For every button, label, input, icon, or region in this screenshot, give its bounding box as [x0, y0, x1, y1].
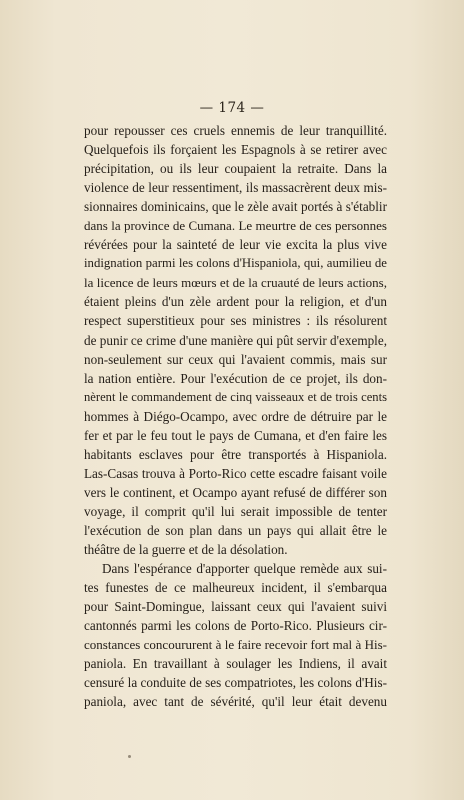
text-line: sionnaires dominicains, que le zèle avait portés à s'établir	[84, 199, 387, 215]
text-line: indignation parmi les colons d'Hispaniola, qui, aumilieu de	[84, 256, 387, 271]
text-line: voyage, il comprit qu'il lui serait impossible de tenter	[84, 503, 387, 519]
text-line: cantonnés parmi les colons de Porto-Rico. Plusieurs cir-	[84, 618, 387, 634]
text-line: théâtre de la guerre et de la désolation.	[84, 542, 288, 558]
text-line: Dans l'espérance d'apporter quelque remède aux sui-	[102, 561, 387, 577]
text-line: paniola, avec tant de sévérité, qu'il leur était devenu	[84, 694, 387, 710]
text-line: Las-Casas trouva à Porto-Rico cette escadre faisant voile	[84, 465, 387, 481]
paragraph-1	[84, 121, 387, 559]
text-line: hommes à Diégo-Ocampo, avec ordre de détruire par le	[84, 408, 387, 424]
text-line: Quelquefois ils forçaient les Espagnols à se retirer avec	[84, 142, 387, 158]
text-line: paniola. En travaillant à soulager les Indiens, il avait	[84, 656, 387, 672]
text-line: fer et par le feu tout le pays de Cumana, et d'en faire les	[84, 427, 387, 443]
text-line: dans la province de Cumana. Le meurtre de ces personnes	[84, 218, 387, 234]
text-line: non-seulement sur ceux qui l'avaient commis, mais sur	[84, 351, 387, 367]
text-line: censuré la conduite de ses compatriotes, les colons d'His-	[84, 675, 387, 691]
text-line: nèrent le commandement de cinq vaisseaux et de trois cents	[84, 389, 387, 404]
text-line: vers le continent, et Ocampo ayant refusé de différer son	[84, 484, 387, 500]
text-line: respect superstitieux pour ses ministres : ils résolurent	[84, 313, 387, 329]
text-line: de punir ce crime d'une manière qui pût servir d'exemple,	[84, 332, 387, 348]
text-line: pour Saint-Domingue, laissant ceux qui l'avaient suivi	[84, 599, 387, 615]
text-line: révérées pour la sainteté de leur vie excita la plus vive	[84, 237, 387, 253]
page-number: — 174 —	[199, 100, 265, 116]
text-line: la licence de leurs mœurs et de la cruauté de leurs actions,	[84, 275, 387, 291]
text-line: la nation entière. Pour l'exécution de ce projet, ils don-	[84, 370, 387, 386]
text-line: pour repousser ces cruels ennemis de leur tranquillité.	[84, 123, 387, 138]
body-text	[84, 121, 387, 711]
ink-speck	[128, 755, 131, 758]
paragraph-2	[84, 559, 387, 711]
text-line: habitants esclaves pour être transportés à Hispaniola.	[84, 446, 387, 462]
text-line: étaient pleins d'un zèle ardent pour la religion, et d'un	[84, 294, 387, 310]
text-line: constances concoururent à le faire recevoir fort mal à His-	[84, 637, 387, 653]
text-line: tes funestes de ce malheureux incident, il s'embarqua	[84, 580, 387, 596]
text-line: l'exécution de son plan dans un pays qui allait être le	[84, 522, 387, 538]
text-line: violence de leur ressentiment, ils massacrèrent deux mis-	[84, 180, 387, 196]
text-line: précipitation, ou ils leur coupaient la retraite. Dans la	[84, 161, 387, 177]
